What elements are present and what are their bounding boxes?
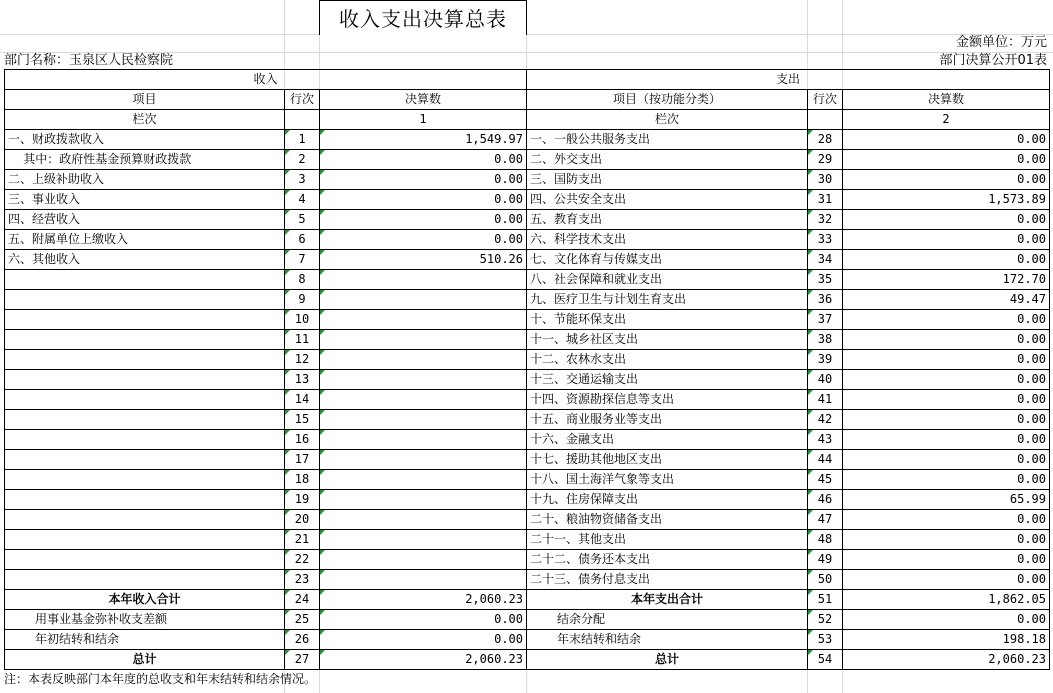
expense-row-no[interactable]: 38 xyxy=(808,330,843,350)
lanci-blank[interactable] xyxy=(808,110,843,130)
expense-row-no[interactable]: 54 xyxy=(808,650,843,670)
expense-row-no[interactable]: 43 xyxy=(808,430,843,450)
income-amount[interactable]: 0.00 xyxy=(320,170,527,190)
income-amount[interactable] xyxy=(320,390,527,410)
income-item[interactable]: 四、经营收入 xyxy=(5,210,285,230)
expense-item[interactable]: 二十一、其他支出 xyxy=(527,530,808,550)
lanci-blank[interactable] xyxy=(285,110,320,130)
expense-row-no[interactable]: 50 xyxy=(808,570,843,590)
expense-amount[interactable]: 0.00 xyxy=(843,170,1050,190)
expense-amount[interactable]: 0.00 xyxy=(843,330,1050,350)
income-row-no[interactable]: 10 xyxy=(285,310,320,330)
table-row xyxy=(5,230,1050,250)
expense-row-no[interactable]: 32 xyxy=(808,210,843,230)
income-amount[interactable]: 1,549.97 xyxy=(320,130,527,150)
income-amount[interactable] xyxy=(320,370,527,390)
income-header[interactable]: 收入 xyxy=(5,70,527,90)
income-amount[interactable]: 2,060.23 xyxy=(320,650,527,670)
lanci-col-2[interactable]: 2 xyxy=(843,110,1050,130)
table-row xyxy=(5,430,1050,450)
expense-amount[interactable]: 0.00 xyxy=(843,450,1050,470)
income-amount[interactable] xyxy=(320,290,527,310)
income-item[interactable] xyxy=(5,490,285,510)
income-amount[interactable]: 0.00 xyxy=(320,610,527,630)
income-item[interactable] xyxy=(5,510,285,530)
income-item[interactable] xyxy=(5,330,285,350)
table-row xyxy=(5,570,1050,590)
expense-row-no[interactable]: 53 xyxy=(808,630,843,650)
income-item[interactable] xyxy=(5,430,285,450)
form-number[interactable]: 部门决算公开01表 xyxy=(939,53,1047,68)
income-amount[interactable]: 0.00 xyxy=(320,630,527,650)
expense-item[interactable]: 一、一般公共服务支出 xyxy=(527,130,808,150)
amount-unit[interactable]: 金额单位：万元 xyxy=(955,35,1047,50)
income-row-no[interactable]: 23 xyxy=(285,570,320,590)
department-name[interactable]: 部门名称：玉泉区人民检察院 xyxy=(4,53,174,68)
income-row-no[interactable]: 24 xyxy=(285,590,320,610)
expense-amount[interactable]: 0.00 xyxy=(843,430,1050,450)
income-item[interactable] xyxy=(5,570,285,590)
income-amount[interactable]: 0.00 xyxy=(320,150,527,170)
expense-amount[interactable]: 2,060.23 xyxy=(843,650,1050,670)
expense-summary-item[interactable]: 总计 xyxy=(527,650,808,670)
expense-item[interactable]: 八、社会保障和就业支出 xyxy=(527,270,808,290)
lanci-label[interactable]: 栏次 xyxy=(5,110,285,130)
expense-amount[interactable]: 0.00 xyxy=(843,150,1050,170)
expense-row-no[interactable]: 36 xyxy=(808,290,843,310)
income-summary-item[interactable]: 本年收入合计 xyxy=(5,590,285,610)
income-row-no[interactable]: 20 xyxy=(285,510,320,530)
expense-row-no[interactable]: 49 xyxy=(808,550,843,570)
income-item[interactable]: 三、事业收入 xyxy=(5,190,285,210)
lanci-col-1[interactable]: 1 xyxy=(320,110,527,130)
income-row-no[interactable]: 16 xyxy=(285,430,320,450)
col-header-row-no[interactable]: 行次 xyxy=(808,90,843,110)
table-row xyxy=(5,410,1050,430)
income-amount[interactable] xyxy=(320,470,527,490)
expense-row-no[interactable]: 51 xyxy=(808,590,843,610)
table-row xyxy=(5,310,1050,330)
expense-item[interactable]: 十四、资源勘探信息等支出 xyxy=(527,390,808,410)
expense-amount[interactable]: 0.00 xyxy=(843,390,1050,410)
expense-item[interactable]: 二十三、债务付息支出 xyxy=(527,570,808,590)
expense-summary-item[interactable]: 年末结转和结余 xyxy=(527,630,808,650)
income-item[interactable] xyxy=(5,270,285,290)
expense-amount[interactable]: 0.00 xyxy=(843,310,1050,330)
expense-amount[interactable]: 0.00 xyxy=(843,350,1050,370)
expense-item[interactable]: 十二、农林水支出 xyxy=(527,350,808,370)
expense-row-no[interactable]: 45 xyxy=(808,470,843,490)
expense-item[interactable]: 十一、城乡社区支出 xyxy=(527,330,808,350)
income-item[interactable]: 其中：政府性基金预算财政拨款 xyxy=(5,150,285,170)
col-header-item[interactable]: 项目 xyxy=(5,90,285,110)
expense-amount[interactable]: 0.00 xyxy=(843,510,1050,530)
income-item[interactable] xyxy=(5,470,285,490)
expense-row-no[interactable]: 41 xyxy=(808,390,843,410)
expense-amount[interactable]: 0.00 xyxy=(843,610,1050,630)
expense-item[interactable]: 十七、援助其他地区支出 xyxy=(527,450,808,470)
table-row xyxy=(5,330,1050,350)
expense-amount[interactable]: 0.00 xyxy=(843,130,1050,150)
expense-amount[interactable]: 0.00 xyxy=(843,570,1050,590)
income-row-no[interactable]: 1 xyxy=(285,130,320,150)
income-row-no[interactable]: 3 xyxy=(285,170,320,190)
expense-amount[interactable]: 0.00 xyxy=(843,210,1050,230)
expense-item[interactable]: 十六、金融支出 xyxy=(527,430,808,450)
expense-summary-item[interactable]: 本年支出合计 xyxy=(527,590,808,610)
income-row-no[interactable]: 18 xyxy=(285,470,320,490)
summary-row xyxy=(5,650,1050,670)
income-row-no[interactable]: 15 xyxy=(285,410,320,430)
income-row-no[interactable]: 22 xyxy=(285,550,320,570)
expense-row-no[interactable]: 52 xyxy=(808,610,843,630)
expense-item[interactable]: 四、公共安全支出 xyxy=(527,190,808,210)
income-amount[interactable]: 0.00 xyxy=(320,190,527,210)
income-item[interactable]: 六、其他收入 xyxy=(5,250,285,270)
expense-row-no[interactable]: 48 xyxy=(808,530,843,550)
table-row xyxy=(5,150,1050,170)
expense-amount[interactable]: 0.00 xyxy=(843,370,1050,390)
table-row xyxy=(5,210,1050,230)
table-row xyxy=(5,390,1050,410)
expense-amount[interactable]: 65.99 xyxy=(843,490,1050,510)
income-row-no[interactable]: 19 xyxy=(285,490,320,510)
col-header-row-no[interactable]: 行次 xyxy=(285,90,320,110)
expense-row-no[interactable]: 42 xyxy=(808,410,843,430)
summary-row xyxy=(5,630,1050,650)
expense-item[interactable]: 二十、粮油物资储备支出 xyxy=(527,510,808,530)
income-row-no[interactable]: 27 xyxy=(285,650,320,670)
table-row xyxy=(5,170,1050,190)
income-amount[interactable]: 2,060.23 xyxy=(320,590,527,610)
income-row-no[interactable]: 2 xyxy=(285,150,320,170)
expense-amount[interactable]: 0.00 xyxy=(843,550,1050,570)
expense-row-no[interactable]: 44 xyxy=(808,450,843,470)
expense-amount[interactable]: 198.18 xyxy=(843,630,1050,650)
income-expense-table xyxy=(4,69,1050,670)
income-item[interactable] xyxy=(5,550,285,570)
lanci-label[interactable]: 栏次 xyxy=(527,110,808,130)
income-item[interactable]: 一、财政拨款收入 xyxy=(5,130,285,150)
expense-amount[interactable]: 172.70 xyxy=(843,270,1050,290)
expense-item[interactable]: 七、文化体育与传媒支出 xyxy=(527,250,808,270)
expense-item[interactable]: 十九、住房保障支出 xyxy=(527,490,808,510)
expense-amount[interactable]: 0.00 xyxy=(843,530,1050,550)
income-row-no[interactable]: 17 xyxy=(285,450,320,470)
income-row-no[interactable]: 14 xyxy=(285,390,320,410)
income-summary-item[interactable]: 总计 xyxy=(5,650,285,670)
table-row xyxy=(5,290,1050,310)
income-row-no[interactable]: 21 xyxy=(285,530,320,550)
expense-item[interactable]: 九、医疗卫生与计划生育支出 xyxy=(527,290,808,310)
income-item[interactable] xyxy=(5,410,285,430)
table-row xyxy=(5,270,1050,290)
income-row-no[interactable]: 8 xyxy=(285,270,320,290)
expense-item[interactable]: 十三、交通运输支出 xyxy=(527,370,808,390)
income-row-no[interactable]: 6 xyxy=(285,230,320,250)
table-row xyxy=(5,350,1050,370)
income-row-no[interactable]: 25 xyxy=(285,610,320,630)
summary-row xyxy=(5,610,1050,630)
income-row-no[interactable]: 26 xyxy=(285,630,320,650)
income-item[interactable] xyxy=(5,370,285,390)
expense-item[interactable]: 三、国防支出 xyxy=(527,170,808,190)
expense-row-no[interactable]: 47 xyxy=(808,510,843,530)
expense-amount[interactable]: 1,862.05 xyxy=(843,590,1050,610)
expense-amount[interactable]: 0.00 xyxy=(843,410,1050,430)
income-amount[interactable] xyxy=(320,270,527,290)
expense-row-no[interactable]: 46 xyxy=(808,490,843,510)
table-row xyxy=(5,250,1050,270)
income-amount[interactable] xyxy=(320,330,527,350)
income-amount[interactable] xyxy=(320,510,527,530)
income-row-no[interactable]: 7 xyxy=(285,250,320,270)
col-header-amount[interactable]: 决算数 xyxy=(320,90,527,110)
expense-row-no[interactable]: 33 xyxy=(808,230,843,250)
expense-amount[interactable]: 0.00 xyxy=(843,230,1050,250)
income-item[interactable]: 二、上级补助收入 xyxy=(5,170,285,190)
income-row-no[interactable]: 11 xyxy=(285,330,320,350)
expense-row-no[interactable]: 29 xyxy=(808,150,843,170)
expense-row-no[interactable]: 40 xyxy=(808,370,843,390)
expense-item[interactable]: 十八、国土海洋气象等支出 xyxy=(527,470,808,490)
income-summary-item[interactable]: 用事业基金弥补收支差额 xyxy=(5,610,285,630)
income-item[interactable] xyxy=(5,530,285,550)
income-amount[interactable]: 0.00 xyxy=(320,230,527,250)
expense-row-no[interactable]: 28 xyxy=(808,130,843,150)
expense-amount[interactable]: 0.00 xyxy=(843,470,1050,490)
income-row-no[interactable]: 4 xyxy=(285,190,320,210)
expense-row-no[interactable]: 31 xyxy=(808,190,843,210)
table-row xyxy=(5,550,1050,570)
table-row xyxy=(5,530,1050,550)
income-amount[interactable] xyxy=(320,570,527,590)
income-row-no[interactable]: 12 xyxy=(285,350,320,370)
expense-row-no[interactable]: 34 xyxy=(808,250,843,270)
expense-header[interactable]: 支出 xyxy=(527,70,1050,90)
expense-row-no[interactable]: 37 xyxy=(808,310,843,330)
income-amount[interactable] xyxy=(320,310,527,330)
table-row xyxy=(5,370,1050,390)
sheet-title[interactable]: 收入支出决算总表 xyxy=(319,0,527,35)
income-item[interactable] xyxy=(5,450,285,470)
expense-item[interactable]: 十五、商业服务业等支出 xyxy=(527,410,808,430)
footnote[interactable]: 注：本表反映部门本年度的总收支和年末结转和结余情况。 xyxy=(4,672,317,686)
expense-row-no[interactable]: 35 xyxy=(808,270,843,290)
income-amount[interactable] xyxy=(320,550,527,570)
summary-row xyxy=(5,590,1050,610)
expense-amount[interactable]: 49.47 xyxy=(843,290,1050,310)
col-header-item-function[interactable]: 项目（按功能分类） xyxy=(527,90,808,110)
expense-row-no[interactable]: 39 xyxy=(808,350,843,370)
income-row-no[interactable]: 5 xyxy=(285,210,320,230)
income-amount[interactable] xyxy=(320,490,527,510)
income-row-no[interactable]: 13 xyxy=(285,370,320,390)
income-amount[interactable] xyxy=(320,350,527,370)
income-amount[interactable] xyxy=(320,410,527,430)
table-row xyxy=(5,130,1050,150)
expense-amount[interactable]: 0.00 xyxy=(843,250,1050,270)
table-row xyxy=(5,450,1050,470)
income-item[interactable] xyxy=(5,290,285,310)
income-item[interactable] xyxy=(5,350,285,370)
table-row xyxy=(5,470,1050,490)
income-summary-item[interactable]: 年初结转和结余 xyxy=(5,630,285,650)
expense-item[interactable]: 五、教育支出 xyxy=(527,210,808,230)
income-row-no[interactable]: 9 xyxy=(285,290,320,310)
expense-item[interactable]: 二十二、债务还本支出 xyxy=(527,550,808,570)
income-item[interactable]: 五、附属单位上缴收入 xyxy=(5,230,285,250)
col-header-amount[interactable]: 决算数 xyxy=(843,90,1050,110)
table-row xyxy=(5,490,1050,510)
income-amount[interactable] xyxy=(320,430,527,450)
table-row xyxy=(5,510,1050,530)
income-amount[interactable]: 510.26 xyxy=(320,250,527,270)
expense-summary-item[interactable]: 结余分配 xyxy=(527,610,808,630)
income-amount[interactable] xyxy=(320,530,527,550)
table-row xyxy=(5,190,1050,210)
income-item[interactable] xyxy=(5,310,285,330)
income-amount[interactable] xyxy=(320,450,527,470)
expense-item[interactable]: 二、外交支出 xyxy=(527,150,808,170)
expense-row-no[interactable]: 30 xyxy=(808,170,843,190)
income-amount[interactable]: 0.00 xyxy=(320,210,527,230)
income-item[interactable] xyxy=(5,390,285,410)
expense-item[interactable]: 六、科学技术支出 xyxy=(527,230,808,250)
expense-amount[interactable]: 1,573.89 xyxy=(843,190,1050,210)
expense-item[interactable]: 十、节能环保支出 xyxy=(527,310,808,330)
